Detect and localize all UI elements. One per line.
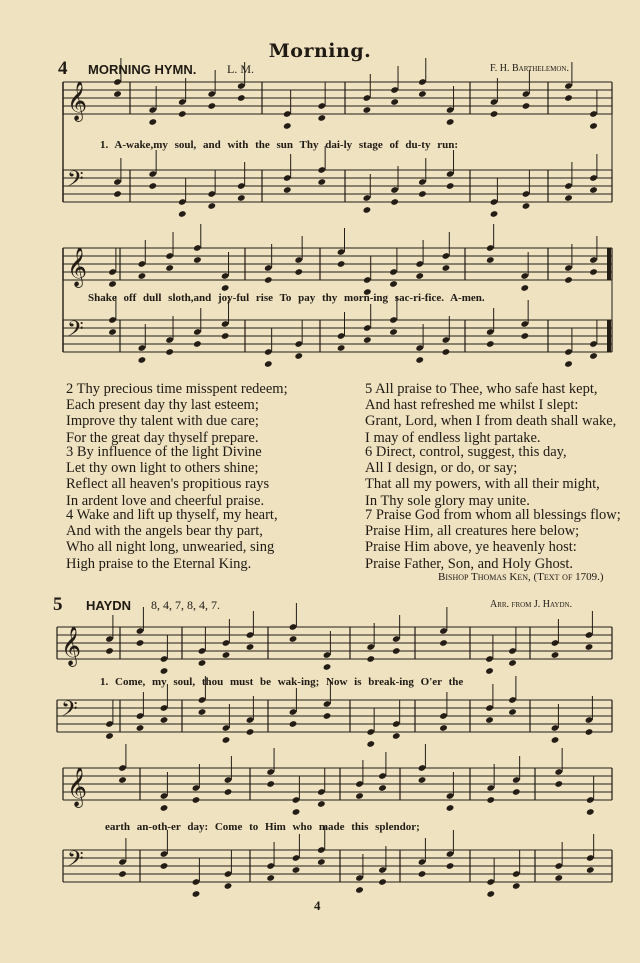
verse-6 (365, 444, 600, 509)
note-head (337, 260, 346, 268)
lyric-line: 1. A-wake,my soul, and with the sun Thy dai-ly stage of du-ty run: (100, 139, 458, 151)
verse-line: Each present day thy last esteem; (66, 397, 259, 414)
note-head (323, 663, 332, 671)
note-head (136, 639, 145, 647)
note-head (317, 114, 326, 122)
treble-clef-icon: 𝄞 (67, 767, 88, 807)
verse-line: In Thy sole glory may unite. (365, 492, 530, 509)
note-head (366, 655, 375, 663)
verse-line: For the great day thyself prepare. (66, 429, 259, 446)
note-head (363, 206, 372, 214)
verse-4 (66, 507, 278, 572)
note-head (564, 276, 573, 284)
note-head (520, 284, 529, 292)
note-head (264, 360, 273, 368)
note-head (193, 340, 202, 348)
note-head (389, 328, 398, 336)
note-head (237, 194, 246, 202)
verse-line: Grant, Lord, when I from death shall wake, (365, 413, 617, 430)
note-head (564, 360, 573, 368)
note-head (207, 202, 216, 210)
note-head (366, 740, 375, 748)
verse-line: 7 Praise God from whom all blessings flow; (365, 507, 621, 523)
treble-clef-icon: 𝄞 (67, 81, 88, 121)
note-head (193, 256, 202, 264)
note-head (222, 651, 231, 659)
note-head (392, 732, 401, 740)
hymn-number: 5 (53, 594, 63, 615)
note-head (508, 708, 517, 716)
note-head (439, 639, 448, 647)
note-head (485, 716, 494, 724)
note-head (266, 874, 275, 882)
note-head (317, 800, 326, 808)
verse-line: Improve thy talent with due care; (66, 413, 259, 430)
note-head (486, 256, 495, 264)
note-head (554, 874, 563, 882)
note-head (113, 90, 122, 98)
note-head (415, 272, 424, 280)
bass-clef-icon: 𝄢 (67, 847, 84, 877)
verse-line: High praise to the Eternal King. (66, 555, 252, 572)
verse-line: In ardent love and cheerful praise. (66, 492, 265, 509)
note-head (160, 667, 169, 675)
text-attribution: Bishop Thomas Ken, (Text of 1709.) (438, 571, 604, 583)
section-title: Morning. (268, 40, 372, 62)
note-head (589, 352, 598, 360)
note-head (207, 102, 216, 110)
note-head (564, 194, 573, 202)
verse-line: Praise Him, all creatures here below; (365, 523, 580, 540)
note-head (490, 110, 499, 118)
note-head (378, 784, 387, 792)
verse-line: And with the angels bear thy part, (66, 523, 263, 540)
note-head (585, 728, 594, 736)
note-head (160, 862, 169, 870)
note-head (148, 182, 157, 190)
note-head (392, 647, 401, 655)
note-head (486, 796, 495, 804)
note-head (317, 178, 326, 186)
verse-5 (365, 381, 616, 446)
note-head (564, 94, 573, 102)
note-head (508, 659, 517, 667)
note-head (224, 788, 233, 796)
note-head (512, 882, 521, 890)
note-head (148, 118, 157, 126)
hymn-name: MORNING HYMN. (88, 62, 197, 77)
lyric-line: 1. Come, my soul, thou must be wak-ing; Now is break-ing O'er the (100, 676, 464, 688)
note-head (363, 106, 372, 114)
note-head (439, 724, 448, 732)
hymn-meter: 8, 4, 7, 8, 4, 7. (151, 598, 220, 612)
note-head (138, 356, 147, 364)
verse-line: Reflect all heaven's propitious rays (66, 476, 270, 493)
note-head (522, 202, 531, 210)
note-head (138, 272, 147, 280)
note-head (160, 716, 169, 724)
note-head (446, 118, 455, 126)
final-barline (607, 248, 611, 280)
treble-clef-icon: 𝄞 (61, 626, 82, 666)
note-head (446, 182, 455, 190)
note-head (266, 780, 275, 788)
note-head (113, 190, 122, 198)
note-head (337, 344, 346, 352)
note-head (292, 866, 301, 874)
note-head (178, 210, 187, 218)
note-head (118, 870, 127, 878)
note-head (283, 186, 292, 194)
note-head (198, 659, 207, 667)
note-head (192, 796, 201, 804)
note-head (586, 808, 595, 816)
note-head (512, 788, 521, 796)
verse-line: Praise Father, Son, and Holy Ghost. (365, 555, 574, 572)
note-head (551, 736, 560, 744)
note-head (485, 667, 494, 675)
note-head (442, 348, 451, 356)
note-head (415, 356, 424, 364)
note-head (323, 712, 332, 720)
note-head (589, 268, 598, 276)
note-head (486, 890, 495, 898)
verse-line: 5 All praise to Thee, who safe hast kept, (365, 381, 598, 397)
note-head (589, 122, 598, 130)
note-head (378, 878, 387, 886)
verse-line: 3 By influence of the light Divine (66, 444, 262, 460)
note-head (192, 890, 201, 898)
note-head (446, 862, 455, 870)
note-head (108, 328, 117, 336)
note-head (222, 736, 231, 744)
hymn-composer: Arr. from J. Haydn. (490, 599, 573, 610)
verse-line: And hast refreshed me whilst I slept: (365, 397, 579, 414)
note-head (294, 268, 303, 276)
note-head (136, 724, 145, 732)
verse-3 (66, 444, 269, 509)
note-head (390, 198, 399, 206)
verse-line: All I design, or do, or say; (365, 460, 518, 477)
verse-line: Let thy own light to others shine; (66, 460, 259, 477)
hymn-meter: L. M. (227, 62, 254, 76)
note-head (585, 643, 594, 651)
note-head (522, 102, 531, 110)
bass-clef-icon: 𝄢 (61, 697, 78, 727)
note-head (490, 210, 499, 218)
note-head (221, 332, 230, 340)
note-head (294, 352, 303, 360)
hymn-composer: F. H. Barthelemon. (490, 63, 569, 74)
note-head (160, 804, 169, 812)
hymn-name: HAYDN (86, 598, 132, 613)
note-head (355, 792, 364, 800)
treble-clef-icon: 𝄞 (67, 247, 88, 287)
note-head (551, 651, 560, 659)
verse-line: I may of endless light partake. (365, 429, 541, 446)
lyric-line: earth an-oth-er day: Come to Him who made this splendor; (105, 821, 420, 833)
note-head (178, 110, 187, 118)
note-head (289, 635, 298, 643)
note-head (418, 870, 427, 878)
verse-line: That all my powers, with all their might, (365, 476, 600, 493)
note-head (289, 720, 298, 728)
bass-clef-icon: 𝄢 (67, 167, 84, 197)
lyric-line: Shake off dull sloth,and joy-ful rise To pay thy morn-ing sac-ri-fice. A-men. (88, 292, 485, 304)
note-head (418, 776, 427, 784)
note-head (224, 882, 233, 890)
note-head (237, 94, 246, 102)
note-head (246, 643, 255, 651)
verse-line: Praise Him above, ye heavenly host: (365, 539, 577, 556)
note-head (589, 186, 598, 194)
note-head (108, 280, 117, 288)
note-head (165, 264, 174, 272)
note-head (105, 732, 114, 740)
hymn-number: 4 (58, 58, 68, 79)
note-head (389, 280, 398, 288)
note-head (520, 332, 529, 340)
note-head (165, 348, 174, 356)
note-head (317, 858, 326, 866)
verse-line: 6 Direct, control, suggest, this day, (365, 444, 567, 460)
note-head (363, 336, 372, 344)
note-head (390, 98, 399, 106)
verse-line: 2 Thy precious time misspent redeem; (66, 381, 288, 397)
note-head (264, 276, 273, 284)
verse-7 (365, 507, 621, 572)
note-head (554, 780, 563, 788)
verse-line: Who all night long, unwearied, sing (66, 539, 275, 556)
note-head (118, 776, 127, 784)
note-head (292, 808, 301, 816)
note-head (198, 708, 207, 716)
note-head (486, 340, 495, 348)
note-head (246, 728, 255, 736)
note-head (355, 886, 364, 894)
note-head (446, 804, 455, 812)
note-head (283, 122, 292, 130)
note-head (418, 90, 427, 98)
note-head (442, 264, 451, 272)
page-number: 4 (314, 898, 321, 913)
note-head (586, 866, 595, 874)
verse-2 (66, 381, 288, 446)
note-head (221, 284, 230, 292)
final-barline (607, 320, 611, 352)
bass-clef-icon: 𝄢 (67, 317, 84, 347)
note-head (418, 190, 427, 198)
verse-line: 4 Wake and lift up thyself, my heart, (66, 507, 278, 523)
note-head (105, 647, 114, 655)
